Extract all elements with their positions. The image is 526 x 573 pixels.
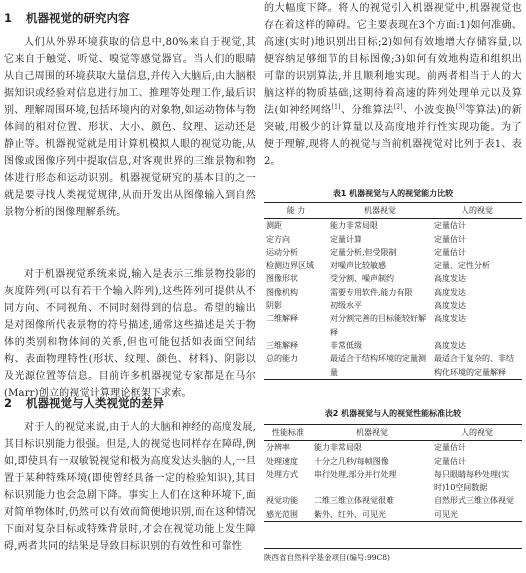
table-2-cell: 处理速度 bbox=[266, 456, 298, 466]
paragraph-right-part-4: 等算法)的新突破,用极少的计算量以及高度地并行性实现功能。为了便于理解,现将人的视觉与当前机器视觉对比列于表1、表2。 bbox=[264, 105, 523, 167]
table-1-cell: 阴影 bbox=[266, 301, 282, 311]
section-2-paragraph-left: 对于人的视觉来说,由于人的大脑和神经的高度发展,其目标识别能力很强。但是,人的视觉也同样存在障碍,例如,即使具有一双敏锐视觉和极为高度发达头脑的人,一旦置于某种特殊环境(即使曾经具备一定的检验知识),其目标识别能力也会急剧下降。事实上人们在这种环境下,面对简单物体时,仍然可以有效而简便地识别,而在这种情况下面对复杂目标或特殊背景时,才会在视觉功能上发生障碍,两者共同的结果是导致目标识别的有效性和可靠性 bbox=[4, 422, 256, 552]
table-1-cell: 图像机构 bbox=[266, 287, 298, 297]
table-1-cell: 能力非常局限 bbox=[330, 221, 378, 231]
table-1-cell: 测距 bbox=[266, 221, 282, 231]
table-1-cell: 高度发达 bbox=[434, 301, 466, 311]
citation-1: [1] bbox=[331, 103, 341, 111]
paragraph-right-part-2: 、分维算法 bbox=[340, 105, 394, 116]
citation-2: [2] bbox=[393, 103, 403, 111]
table-1-row bbox=[264, 272, 522, 285]
table-2-row bbox=[264, 494, 522, 507]
section-2-paragraph-right bbox=[264, 0, 522, 170]
section-1-paragraph-1: 人们从外界环境获取的信息中,80%来自于视觉,其它来自于触觉、听觉、嗅觉等感觉器官。当人们的眼睛从自己周围的环境获取大量信息,并传入大脑后,由大脑根据知识或经验对信息进行加工、推理等处理工作,最后识别、理解周围环境,包括环境内的对象物,如运动物体与物体间的相对位置、形状、大小、颜色、纹理、运动还是静止等。机器视觉就是用计算机模拟人眼的视觉功能,从图像或图像序列中提取信息,对客观世界的三维景物和物体进行形态和运动识别。机器视觉研究的基本目的之一就是要寻找人类视觉规律,从而开发出从图像输入到自然景物分析的图像理解系统。 bbox=[4, 37, 256, 218]
table-1-row bbox=[264, 233, 522, 246]
table-1-row bbox=[264, 246, 522, 259]
table-1-cell: 运动分析 bbox=[266, 247, 298, 257]
table-1-row bbox=[264, 339, 522, 352]
table-1-cell: 定量估计 bbox=[434, 234, 466, 244]
citation-3: [3] bbox=[455, 103, 465, 111]
table-1-header-cell: 机器视觉 bbox=[328, 203, 432, 219]
table-1-cell: 检测边界区域 bbox=[266, 261, 314, 271]
table-1-row bbox=[264, 352, 522, 379]
section-2-title: 机器视觉与人类视觉的差异 bbox=[26, 396, 164, 410]
table-1-row bbox=[264, 312, 522, 339]
table-1-cell: 定量分析,但受限制 bbox=[330, 247, 397, 257]
footnote: 陕西省自然科学基金项目(编号:99C8) bbox=[264, 548, 522, 563]
table-2-cell: 自然形式三维立体视觉 bbox=[434, 496, 514, 506]
table-2-header-cell: 性能标准 bbox=[264, 425, 312, 441]
table-2-header-cell: 机器视觉 bbox=[312, 425, 432, 441]
table-2-row bbox=[264, 508, 522, 522]
table-1-cell: 最适合于结构环境的定量测量 bbox=[328, 352, 432, 379]
table-1-cell: 高度发达 bbox=[434, 274, 466, 284]
table-2-row bbox=[264, 468, 522, 495]
table-2-header-cell: 人的视觉 bbox=[432, 425, 522, 441]
table-1-cell: 需要专用软件,能力有限 bbox=[330, 287, 413, 297]
table-1-caption: 表1 机器视觉与人的视觉能力比较 bbox=[332, 189, 454, 198]
section-1-paragraph-2: 对于机器视觉系统来说,输入是表示三维景物投影的灰度阵列(可以有若干个输入阵列),这些阵列可提供从不同方向、不同视角、不同时刻得到的信息。希望的输出是对图像所代表景物的符号描述,通常这些描述是关于物体的类别和物体间的关系,但也可能包括如表面空间结构、表面物理特性(形状、纹理、颜色、材料)、阴影以及光源位置等信息。目前许多机器视觉专家都是在马尔(Marr)创立的视觉计算理论框架下求索。 bbox=[4, 269, 256, 399]
table-2-cell: 串行处理,部分并行处理 bbox=[314, 469, 397, 479]
table-1-row bbox=[264, 259, 522, 272]
table-2-row bbox=[264, 441, 522, 455]
section-2-number: 2 bbox=[4, 396, 13, 410]
table-2-row bbox=[264, 455, 522, 468]
table-2-cell: 每只眼睛每秒处理(实时)10空间数据 bbox=[434, 469, 510, 493]
section-1-heading bbox=[4, 10, 130, 26]
table-1-cell: 高度发达 bbox=[434, 314, 466, 324]
table-1-cell: 三维解释 bbox=[266, 340, 298, 350]
table-1-cell: 定方向 bbox=[266, 234, 290, 244]
table-1-cell: 总的能力 bbox=[264, 352, 328, 379]
table-1-cell: 最适合于复杂的、非结构化环境的定量解释 bbox=[432, 352, 522, 379]
section-1-title: 机器视觉的研究内容 bbox=[26, 11, 130, 25]
table-2-cell: 可见光 bbox=[432, 508, 522, 522]
table-2-cell: 视觉功能 bbox=[266, 496, 298, 506]
table-1-row bbox=[264, 219, 522, 233]
table-1-cell: 非常低级 bbox=[330, 340, 362, 350]
table-1-cell: 受分割、噪声制约 bbox=[330, 274, 394, 284]
table-2-cell: 分辨率 bbox=[266, 443, 290, 453]
table-1-header-row bbox=[264, 203, 522, 219]
table-1-row bbox=[264, 299, 522, 312]
table-1 bbox=[264, 202, 522, 380]
table-2-cell: 紫外、红外、可见光 bbox=[312, 508, 432, 522]
table-1-cell: 定量估计 bbox=[434, 247, 466, 257]
table-1-cell: 定量、定性分析 bbox=[434, 261, 490, 271]
table-2-cell: 十分之几秒/每帧图像 bbox=[314, 456, 389, 466]
table-1-row bbox=[264, 286, 522, 299]
table-2-cell: 定量估计 bbox=[434, 456, 466, 466]
table-1-cell: 图像形状 bbox=[266, 274, 298, 284]
table-2-header-row bbox=[264, 425, 522, 441]
table-2-cell: 二维三维立体视觉很难 bbox=[314, 496, 394, 506]
table-1-cell: 对分割完善的目标能较好解释 bbox=[330, 314, 426, 337]
section-2-heading bbox=[4, 395, 164, 411]
table-1-cell: 初级水平 bbox=[330, 301, 362, 311]
paragraph-right-part-1: 的大幅度下降。将人的视觉引入机器视觉中,机器视觉也存在着这样的障碍。它主要表现在3个方面:1)如何准确、高速(实时)地识别出目标;2)如何有效地增大存储容量,以便容纳足够细节的目标图像;3)如何有效地构造和组织出可靠的识别算法,并且顺利地实现。前两者相当于人的大脑这样的物质基础,这期待着高速的阵列处理单元以及算法(如神经网络 bbox=[264, 3, 522, 116]
table-2-cell: 感光范围 bbox=[264, 508, 312, 522]
table-1-cell: 定量计算 bbox=[330, 234, 362, 244]
table-1-cell: 高度发达 bbox=[434, 287, 466, 297]
table-1-cell: 高度发达 bbox=[434, 340, 466, 350]
table-1-header-cell: 能 力 bbox=[264, 203, 328, 219]
paragraph-right-part-3: 、小波变换 bbox=[402, 105, 456, 116]
table-1-header-cell: 人的视觉 bbox=[432, 203, 522, 219]
table-1-cell: 定量估计 bbox=[434, 221, 466, 231]
table-2-cell: 能力非常局限 bbox=[314, 443, 362, 453]
table-2 bbox=[264, 424, 522, 522]
table-2-cell: 定量估计 bbox=[434, 443, 466, 453]
table-2-caption: 表2 机器视觉与人的视觉性能标准比较 bbox=[324, 409, 462, 418]
table-1-cell: 二维解释 bbox=[266, 314, 298, 324]
table-2-cell: 处理方式 bbox=[266, 469, 298, 479]
table-1-cell: 对噪声比较敏感 bbox=[330, 261, 386, 271]
section-1-number: 1 bbox=[4, 11, 13, 25]
